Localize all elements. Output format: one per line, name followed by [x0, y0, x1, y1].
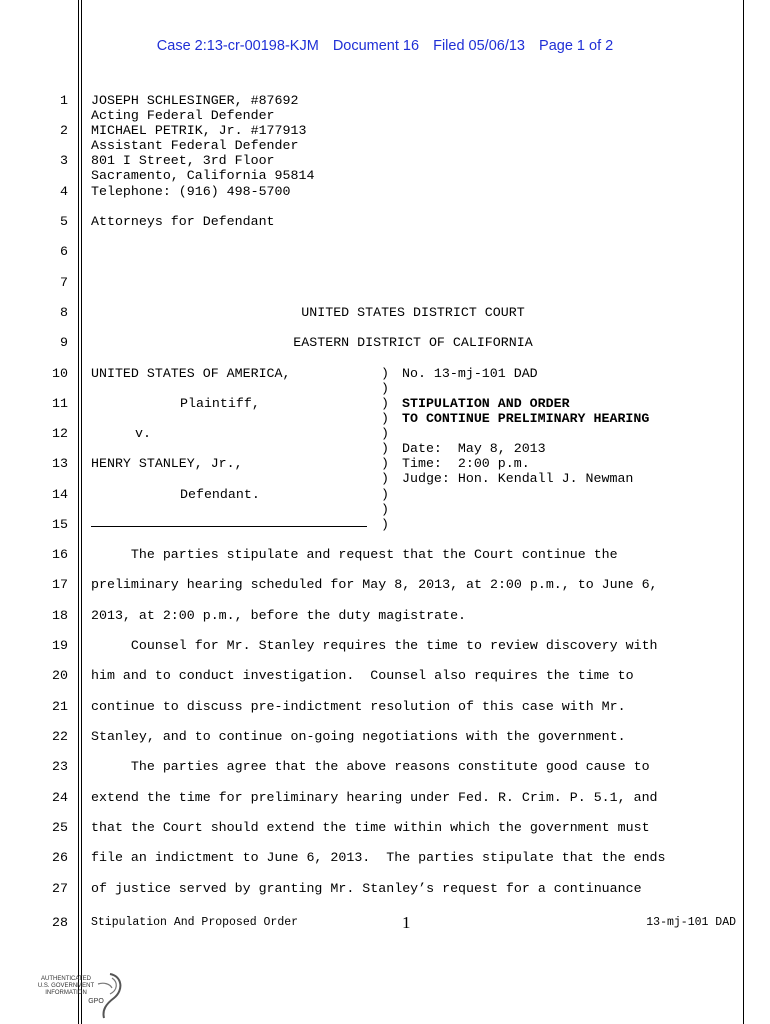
body-line: file an indictment to June 6, 2013. The parties stipulate that the ends — [91, 850, 666, 865]
document-title-2: TO CONTINUE PRELIMINARY HEARING — [402, 411, 650, 426]
right-margin-rule — [743, 0, 744, 1024]
body-line: of justice served by granting Mr. Stanley’s request for a continuance — [91, 881, 642, 896]
left-margin-rule-2 — [81, 0, 82, 1024]
line-number: 13 — [52, 456, 68, 471]
footer-page-number: 1 — [402, 913, 411, 932]
case-number: No. 13-mj-101 DAD — [402, 366, 538, 381]
counsel-line: Assistant Federal Defender — [91, 138, 299, 153]
seal-line: AUTHENTICATED — [41, 976, 91, 982]
body-line: preliminary hearing scheduled for May 8, 2013, at 2:00 p.m., to June 6, — [91, 577, 658, 592]
counsel-line: Telephone: (916) 498-5700 — [91, 184, 291, 199]
line-number: 10 — [52, 366, 68, 381]
line-number: 6 — [60, 244, 68, 259]
body-line: continue to discuss pre-indictment resolution of this case with Mr. — [91, 699, 626, 714]
line-number: 15 — [52, 517, 68, 532]
paren: ) — [381, 411, 389, 426]
line-number: 17 — [52, 577, 68, 592]
seal-line: GPO — [88, 998, 104, 1005]
paren: ) — [381, 426, 389, 441]
ecf-header — [0, 38, 770, 54]
hearing-date: Date: May 8, 2013 — [402, 441, 546, 456]
line-number: 25 — [52, 820, 68, 835]
footer-case-number: 13-mj-101 DAD — [646, 916, 736, 929]
line-number: 14 — [52, 487, 68, 502]
paren: ) — [381, 366, 389, 381]
line-number: 12 — [52, 426, 68, 441]
defendant-name: HENRY STANLEY, Jr., — [91, 456, 243, 471]
seal-line: U.S. GOVERNMENT — [37, 983, 95, 989]
caption-underline — [91, 526, 367, 527]
line-number: 3 — [60, 153, 68, 168]
document-title-1: STIPULATION AND ORDER — [402, 396, 570, 411]
line-number: 4 — [60, 184, 68, 199]
line-number: 27 — [52, 881, 68, 896]
body-line: The parties agree that the above reasons constitute good cause to — [91, 759, 650, 774]
body-line: him and to conduct investigation. Counsel also requires the time to — [91, 668, 634, 683]
line-number: 18 — [52, 608, 68, 623]
body-line: extend the time for preliminary hearing under Fed. R. Crim. P. 5.1, and — [91, 790, 658, 805]
paren: ) — [381, 456, 389, 471]
plaintiff-name: UNITED STATES OF AMERICA, — [91, 366, 291, 381]
header-filed: Filed 05/06/13 — [433, 38, 525, 54]
body-line: Stanley, and to continue on-going negotiations with the government. — [91, 729, 626, 744]
body-line: 2013, at 2:00 p.m., before the duty magistrate. — [91, 608, 467, 623]
court-district: EASTERN DISTRICT OF CALIFORNIA — [293, 335, 533, 350]
line-number: 21 — [52, 699, 68, 714]
paren: ) — [381, 381, 389, 396]
line-number: 1 — [60, 93, 68, 108]
line-number: 2 — [60, 123, 68, 138]
header-page: Page 1 of 2 — [539, 38, 614, 54]
plaintiff-role: Plaintiff, — [180, 396, 260, 411]
counsel-line: 801 I Street, 3rd Floor — [91, 153, 275, 168]
counsel-line: Acting Federal Defender — [91, 108, 275, 123]
line-number: 22 — [52, 729, 68, 744]
header-case: Case 2:13-cr-00198-KJM — [156, 38, 319, 54]
defendant-role: Defendant. — [180, 487, 260, 502]
header-document: Document 16 — [332, 38, 420, 54]
attorneys-for: Attorneys for Defendant — [91, 214, 275, 229]
hearing-time: Time: 2:00 p.m. — [402, 456, 530, 471]
paren: ) — [381, 396, 389, 411]
paren: ) — [381, 502, 389, 517]
body-line: that the Court should extend the time within which the government must — [91, 820, 650, 835]
footer-title: Stipulation And Proposed Order — [91, 916, 299, 929]
versus: v. — [135, 426, 151, 441]
counsel-line: MICHAEL PETRIK, Jr. #177913 — [91, 123, 307, 138]
line-number: 19 — [52, 638, 68, 653]
seal-line: INFORMATION — [45, 990, 87, 996]
line-number: 26 — [52, 850, 68, 865]
body-line: The parties stipulate and request that the Court continue the — [91, 547, 618, 562]
line-number: 23 — [52, 759, 68, 774]
body-line: Counsel for Mr. Stanley requires the time to review discovery with — [91, 638, 658, 653]
line-number: 5 — [60, 214, 68, 229]
line-number: 8 — [60, 305, 68, 320]
paren: ) — [381, 487, 389, 502]
judge: Judge: Hon. Kendall J. Newman — [402, 471, 634, 486]
line-number: 7 — [60, 275, 68, 290]
line-number: 20 — [52, 668, 68, 683]
paren: ) — [381, 441, 389, 456]
paren: ) — [381, 517, 389, 532]
line-number: 16 — [52, 547, 68, 562]
counsel-line: Sacramento, California 95814 — [91, 168, 315, 183]
line-number: 9 — [60, 335, 68, 350]
line-number: 28 — [52, 915, 68, 930]
left-margin-rule-1 — [78, 0, 79, 1024]
line-number: 24 — [52, 790, 68, 805]
counsel-line: JOSEPH SCHLESINGER, #87692 — [91, 93, 299, 108]
paren: ) — [381, 471, 389, 486]
court-name: UNITED STATES DISTRICT COURT — [301, 305, 525, 320]
line-number: 11 — [52, 396, 68, 411]
